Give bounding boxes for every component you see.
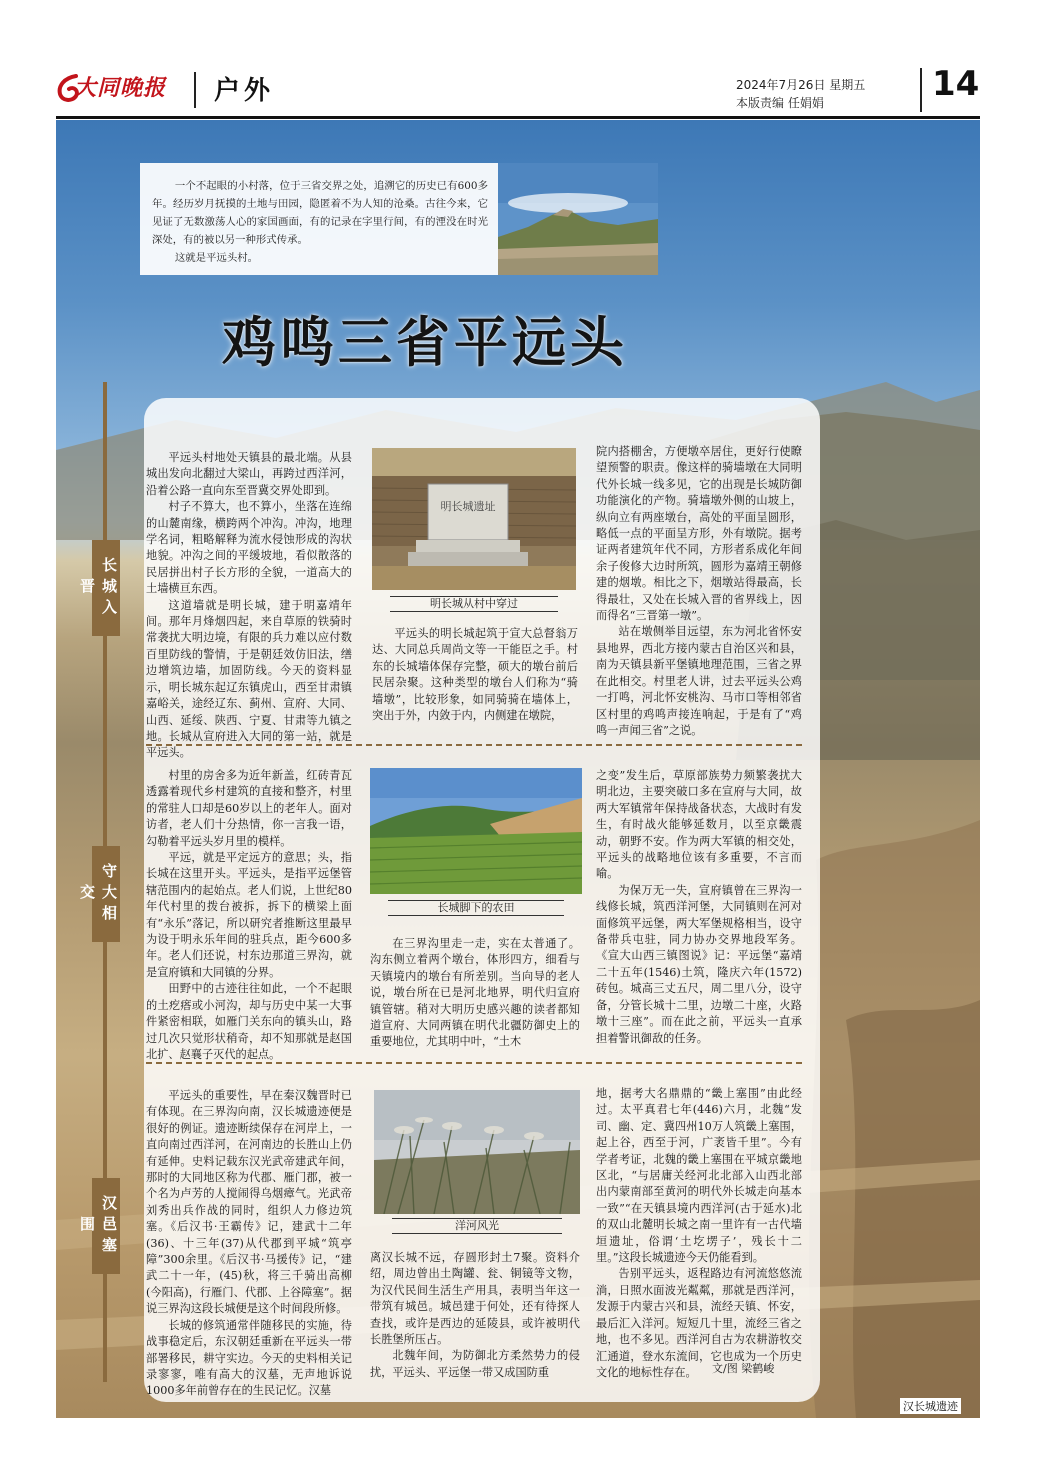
article-byline: 文/图 梁鹤峻: [712, 1362, 775, 1375]
paragraph: 这道墙就是明长城，建于明嘉靖年间。那年月烽烟四起，来自草原的铁骑时常袭扰大明边境，有限的兵力难以应付数百里防线的警情，于是朝廷效仿旧法，缮边增筑边墙，加固防线。今天的资料显示，明长城东起辽东镇虎山，西至甘肃镇嘉峪关，途经辽东、蓟州、宣府、大同、山西、延绥、陕西、宁夏、甘肃等九镇之地。长城从宣府进入大同的第一站，就是平远头。: [146, 598, 352, 760]
masthead-separator: [194, 72, 196, 108]
paragraph: 平远头的重要性，早在秦汉魏晋时已有体现。在三界沟向南，汉长城遗迹便是很好的例证。遗迹断续保存在河岸上，一直向南过西洋河，在河南边的长胜山上仍有延伸。史料记载东汉光武帝建武年间，那时的大同地区称为代郡、雁门郡，被一个名为卢芳的人搅闹得乌烟瘴气。光武帝刘秀出兵作战的同时，组织人力修边筑塞。《后汉书·王霸传》记，建武十二年(36)、十三年(37)从代郡到平城“筑亭障”300余里。《后汉书·马援传》记，“建武二十一年，(45)秋，将三千骑出高柳(今阳高)，行雁门、代郡、上谷障塞”。据说三界沟这段长城便是这个时间段所修。: [146, 1089, 352, 1316]
photo-caption: 明长城从村中穿过: [390, 596, 558, 612]
paragraph: 站在墩侧举目远望，东为河北省怀安县地界，西北方接内蒙古自治区兴和县，南为天镇县新平堡镇地理范围，三省之界在此相交。村里老人讲，过去平远头公鸡一打鸣，河北怀安桃沟、马市口等相邻省区村里的鸡鸣声接连响起，于是有了“鸡鸣一声闻三省”之说。: [596, 625, 802, 737]
paragraph: 为保万无一失，宣府镇曾在三界沟一线修长城，筑西洋河堡，大同镇则在河对面修筑平远堡，两大军堡规格相当，设守备带兵屯驻，同力协办交界地段军务。《宣大山西三镇图说》记：平远堡“嘉靖二十五年(1546)土筑，隆庆六年(1572)砖包。城高三丈五尺，周二里八分，设守备，分管长城十二里，边墩二十座，火路墩十三座”。而在此之前，平远头一直承担着警讯御敌的任务。: [596, 883, 802, 1045]
page-number-separator: [920, 68, 922, 112]
section2-column3: [596, 768, 802, 1047]
section-tag-2: 守大相交: [92, 846, 120, 942]
section3-column1: [146, 1088, 352, 1400]
section-tag-1: 长城入晋: [92, 540, 120, 636]
paragraph: 平远头村地处天镇县的最北端。从县城出发向北翻过大梁山，再跨过西洋河，沿着公路一直向东至晋冀交界处即到。: [146, 451, 352, 497]
section2-column1: [146, 768, 352, 1063]
section-name: 户外: [214, 76, 275, 106]
intro-photo-great-wall-hill: [498, 163, 658, 275]
paragraph: 院内搭棚舍，方便墩卒居住，更好行使瞭望预警的职责。像这样的骑墙墩在大同明代外长城一线多见，它的出现是长城防御功能演化的产物。骑墙墩外侧的山坡上，纵向立有两座墩台，高处的平面呈圆形，略低一点的平面呈方形，外有墩院。据考证两者建筑年代不同，方形者系成化年间余子俊修大边时所筑，圆形为嘉靖王朝修建的烟墩。相比之下，烟墩站得最高，长得最壮，又处在长城入晋的省界线上，因而得名“三晋第一墩”。: [596, 445, 802, 623]
paragraph: 地，据考大名鼎鼎的“畿上塞围”由此经过。太平真君七年(446)六月，北魏“发司、幽、定、冀四州10万人筑畿上塞围，起上谷，西至于河，广袤皆千里”。今有学者考证，北魏的畿上塞围在平城京畿地区北，“与居庸关经河北北部入山西北部出内蒙南部至黄河的明代外长城走向基本一致”“在天镇县境内西洋河(古于延水)北的双山北麓明长城之南一里许有一古代墙垣遗址，俗谓‘土圪塄子’，残长十二里。”这段长城遗迹今天仍能看到。: [596, 1087, 802, 1265]
section1-column1: [146, 450, 352, 762]
page-editor: 本版责编 任娟娟: [736, 96, 824, 110]
paragraph: 在三界沟里走一走，实在太普通了。沟东侧立着两个墩台，体形四方，细看与天镇境内的墩台有所差别。当向导的老人说，墩台所在已是河北地界，明代归宣府镇管辖。稍对大明历史感兴趣的读者都知道宣府、大同两镇在明代北疆防御史上的重要地位，尤其明中叶，“土木: [370, 937, 580, 1049]
issue-date: 2024年7月26日 星期五: [736, 78, 866, 92]
photo-farmland-below-wall: [370, 768, 582, 894]
paragraph: 平远头的明长城起筑于宣大总督翁万达、大同总兵周尚文等一干能臣之手。村东的长城墙体保存完整，硕大的墩台前后民居杂聚。这种类型的墩台人们称为“骑墙墩”，比较形象，如同骑骑在墙体上，突出于外，内敛于内，内侧建在墩院，: [372, 627, 578, 723]
paragraph: 田野中的古迹往往如此，一个不起眼的土疙瘩或小河沟，却与历史中某一大事件紧密相联，如雁门关东向的镇头山，路过几次只觉形状稍奇，却不知那就是赵国北扩、赵襄子灭代的起点。: [146, 982, 352, 1061]
background-photo-caption: 汉长城遗迹: [900, 1398, 961, 1414]
masthead: [56, 64, 980, 116]
newspaper-logo[interactable]: [56, 64, 186, 112]
paragraph: 离汉长城不远，存圆形封土7聚。资料介绍，周边曾出土陶罐、瓮、铜镜等文物，为汉代民间生活生产用具，表明当年这一带筑有城邑。城邑建于何处，还有待探人查找，或许是西边的延陵县，或许被明代长胜堡所压占。: [370, 1251, 580, 1347]
section3-column2: [370, 1250, 580, 1381]
paragraph: 平远，就是平定远方的意思；头，指长城在这里开头。平远头，是指平远堡管辖范围内的起始点。老人们说，上世纪80年代村里的拨台被拆，拆下的横梁上面有“永乐”落记，所以研究者推断这里最早为设于明永乐年间的驻兵点，距今600多年。老人们还说，村东边那道三界沟，就是宣府镇和大同镇的分界。: [146, 851, 352, 979]
paragraph: 之变”发生后，草原部族势力频繁袭扰大明北边，主要突破口多在宣府与大同，故两大军镇常年保持战备状态，大战时有发生，有时战火能够延数月，以至京畿震动，朝野不安。作为两大军镇的相交处，平远头的战略地位该有多重要，不言而喻。: [596, 769, 802, 881]
intro-summary-box: [140, 163, 498, 275]
intro-closing: 这就是平远头村。: [174, 252, 258, 264]
logo-text: 大同晚报: [74, 75, 167, 101]
section-divider: [146, 744, 802, 746]
paragraph: 北魏年间，为防御北方柔然势力的侵扰，平远头、平远堡一带又成国防重: [370, 1349, 580, 1379]
photo-wall-through-village: [372, 448, 576, 590]
paragraph: 告别平远头，返程路边有河流悠悠流淌，日照水面波光粼粼，那就是西洋河，发源于内蒙古兴和县，流经天镇、怀安，最后汇入洋河。短短几十里，流经三省之地，也不多见。西洋河自古为农耕游牧交汇通道，登水东流间，它也成为一个历史文化的地标性存在。: [596, 1267, 802, 1379]
paragraph: 长城的修筑通常伴随移民的实施，待战事稳定后，东汉朝廷重新在平远头一带部署移民，耕守实边。今天的史料相关记录寥寥，唯有高大的汉墓，无声地诉说1000多年前曾存在的生民记忆。汉墓: [146, 1318, 352, 1398]
photo-yang-river: [374, 1090, 580, 1214]
section2-column2: [370, 936, 580, 1051]
section-divider: [146, 1062, 802, 1064]
paragraph: 村里的房舍多为近年新盖，红砖青瓦透露着现代乡村建筑的直接和整齐，村里的常驻人口却是60岁以上的老年人。面对访者，老人们十分热情，你一言我一语，勾勒着平远头岁月里的模样。: [146, 769, 352, 848]
section3-column3: [596, 1086, 802, 1381]
masthead-rule: [56, 116, 980, 119]
photo-caption: 长城脚下的农田: [388, 900, 564, 916]
section1-column2: [372, 626, 578, 724]
paragraph: 村子不算大，也不算小，坐落在连绵的山麓南缘，横跨两个冲沟。冲沟，地理学名词，粗略解释为流水侵蚀形成的沟状地貌。冲沟之间的平缓坡地，看似散落的民居拼出村子长方形的全貌，一道高大的土墙横亘东西。: [146, 500, 352, 596]
intro-paragraph: 一个不起眼的小村落，位于三省交界之处，追溯它的历史已有600多年。经历岁月抚摸的土地与田园，隐匿着不为人知的沧桑。古往今来，它见证了无数激荡人心的家国画面，有的记录在字里行间，有的湮没在时光深处，有的被以另一种形式传承。: [152, 180, 488, 246]
article-headline: 鸡鸣三省平远头: [222, 310, 628, 374]
stone-plaque-text: 明长城遗址: [440, 500, 496, 513]
section-tag-3: 汉邑塞围: [92, 1178, 120, 1274]
photo-caption: 洋河风光: [392, 1218, 562, 1234]
page-number: 14: [932, 64, 980, 104]
section1-column3: [596, 444, 802, 739]
